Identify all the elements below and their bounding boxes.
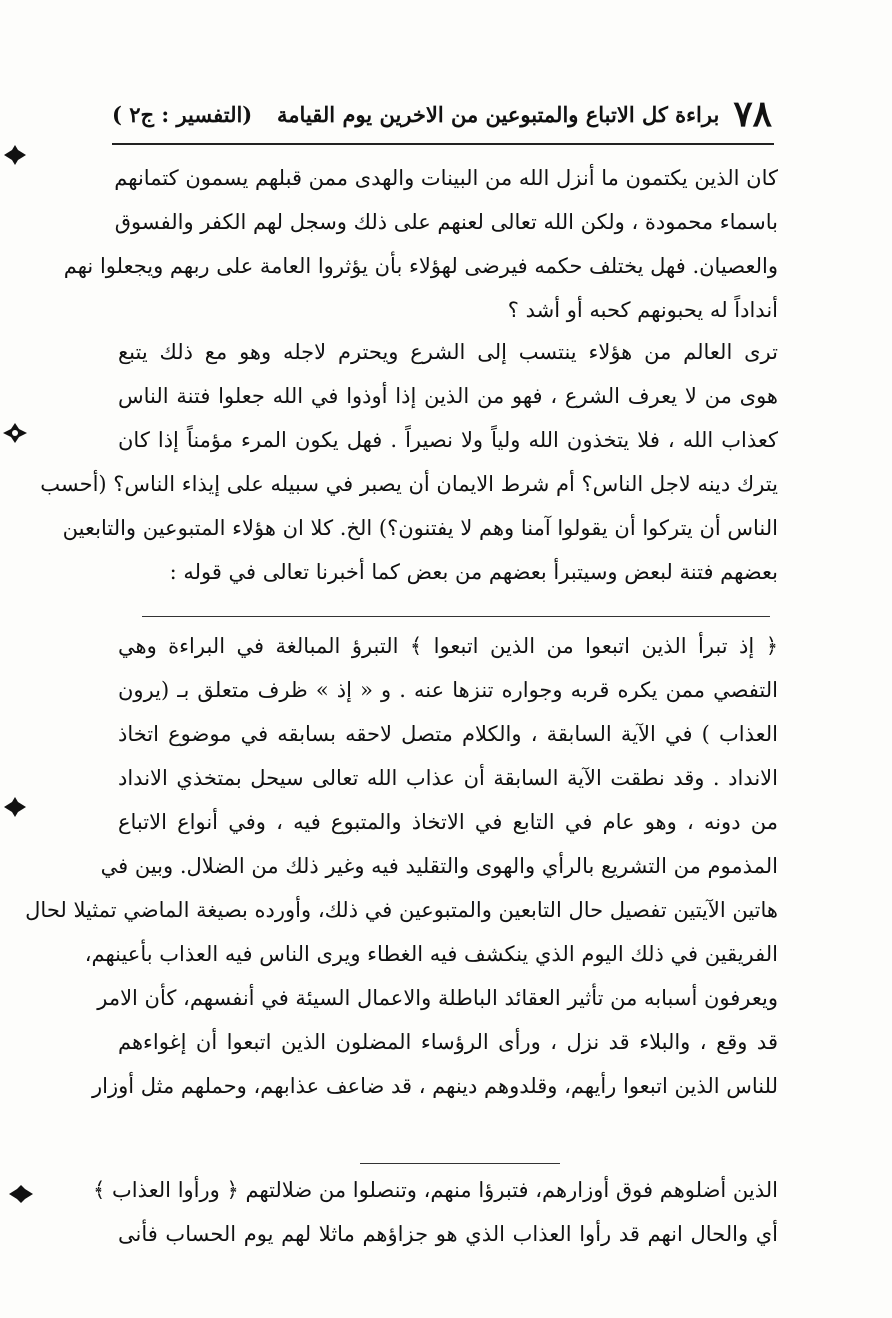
text-line: أنداداً له يحبونهم كحبه أو أشد ؟ xyxy=(507,298,778,322)
text-line: الناس أن يتركوا أن يقولوا آمنا وهم لا يفتنون؟) الخ. كلا ان هؤلاء المتبوعين والتابعين xyxy=(62,516,778,540)
text-line: كعذاب الله ، فلا يتخذون الله ولياً ولا نصيراً . فهل يكون المرء مؤمناً إذا كان xyxy=(118,428,778,452)
text-line: العذاب ) في الآية السابقة ، والكلام متصل لاحقه بسابقه في موضوع اتخاذ xyxy=(118,722,778,746)
page-header xyxy=(112,88,772,140)
text-line: ويعرفون أسبابه من تأثير العقائد الباطلة والاعمال السيئة في أنفسهم، كأن الامر xyxy=(97,986,778,1010)
text-line: أي والحال انهم قد رأوا العذاب الذي هو جزاؤهم ماثلا لهم يوم الحساب فأنى xyxy=(118,1222,778,1246)
text-line: باسماء محمودة ، ولكن الله تعالى لعنهم على ذلك وسجل لهم الكفر والفسوق xyxy=(114,210,778,234)
paragraph-1 xyxy=(63,156,778,332)
text-line: المذموم من التشريع بالرأي والهوى والتقليد فيه وغير ذلك من الضلال. وبين في xyxy=(100,854,778,878)
paragraph-4 xyxy=(93,1168,778,1256)
text-line: للناس الذين اتبعوا رأيهم، وقلدوهم دينهم ، قد ضاعف عذابهم، وحملهم مثل أوزار xyxy=(92,1074,778,1098)
text-line: يترك دينه لاجل الناس؟ أم شرط الايمان أن يصبر في سبيله على إيذاء الناس؟ (أحسب xyxy=(40,472,778,496)
ornament-mark-icon xyxy=(2,422,28,444)
ornament-mark-icon xyxy=(8,1183,34,1205)
text-line: الذين أضلوهم فوق أوزارهم، فتبرؤا منهم، وتنصلوا من ضلالتهم ﴿ ورأوا العذاب ﴾ xyxy=(93,1178,778,1202)
text-line: والعصيان. فهل يختلف حكمه فيرضى لهؤلاء بأن يؤثروا العامة على ربهم ويجعلوا نهم xyxy=(63,254,778,278)
text-line: قد وقع ، والبلاء قد نزل ، ورأى الرؤساء المضلون الذين اتبعوا أن إغواءهم xyxy=(118,1030,778,1054)
ornament-mark-icon xyxy=(2,796,28,818)
text-line: بعضهم فتنة لبعض وسيتبرأ بعضهم من بعض كما أخبرنا تعالى في قوله : xyxy=(169,560,778,584)
footnote-divider xyxy=(360,1163,560,1164)
text-line: التفصي ممن يكره قربه وجواره تنزها عنه . و « إذ » ظرف متعلق بـ (يرون xyxy=(118,678,778,702)
section-divider xyxy=(142,616,770,617)
text-line: هاتين الآيتين تفصيل حال التابعين والمتبوعين في ذلك، وأورده بصيغة الماضي تمثيلا لحال xyxy=(25,898,778,922)
text-line: من دونه ، وهو عام في التابع في الاتخاذ والمتبوع فيه ، وفي أنواع الاتباع xyxy=(118,810,778,834)
volume-label: (التفسير : ج٢ ) xyxy=(112,101,253,127)
header-rule xyxy=(112,143,774,145)
running-title: براءة كل الاتباع والمتبوعين من الاخرين يوم القيامة xyxy=(277,101,720,127)
text-line: الفريقين في ذلك اليوم الذي ينكشف فيه الغطاء ويرى الناس فيه العذاب بأعينهم، xyxy=(84,942,778,966)
paragraph-2 xyxy=(40,330,778,594)
ornament-mark-icon xyxy=(2,144,28,166)
page-number: ٧٨ xyxy=(733,93,772,135)
text-line: ترى العالم من هؤلاء ينتسب إلى الشرع ويحترم لاجله وهو مع ذلك يتبع xyxy=(118,340,778,364)
text-line: الانداد . وقد نطقت الآية السابقة أن عذاب الله تعالى سيحل بمتخذي الانداد xyxy=(118,766,778,790)
text-line: هوى من لا يعرف الشرع ، فهو من الذين إذا أوذوا في الله جعلوا فتنة الناس xyxy=(118,384,778,408)
text-line: كان الذين يكتمون ما أنزل الله من البينات والهدى ممن قبلهم يسمون كتمانهم xyxy=(114,166,778,190)
paragraph-3 xyxy=(25,624,778,1108)
text-line: ﴿ إذ تبرأ الذين اتبعوا من الذين اتبعوا ﴾ التبرؤ المبالغة في البراءة وهي xyxy=(118,634,778,658)
